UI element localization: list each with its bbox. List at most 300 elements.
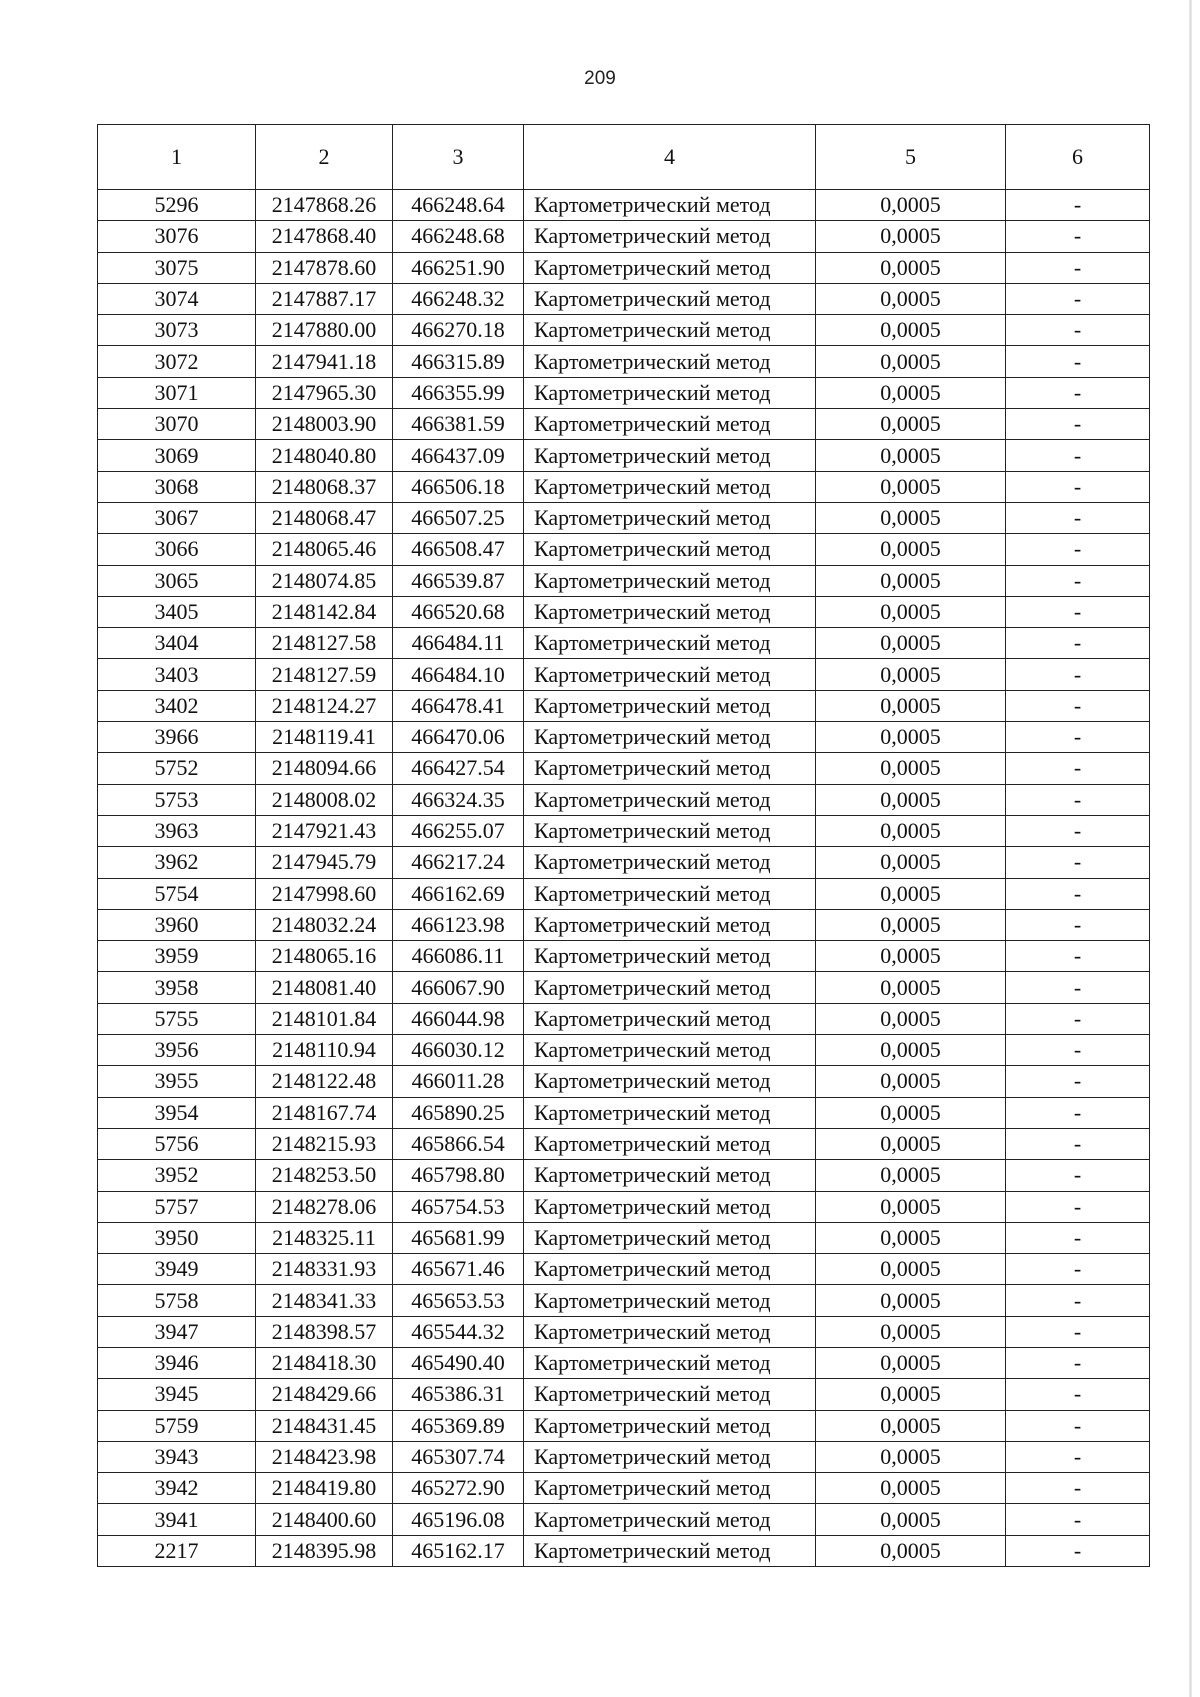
note-cell: - bbox=[1006, 1066, 1150, 1097]
y-coordinate-cell: 466011.28 bbox=[393, 1066, 524, 1097]
point-number-cell: 3405 bbox=[98, 596, 256, 627]
table-row bbox=[98, 221, 1150, 252]
note-cell: - bbox=[1006, 190, 1150, 221]
accuracy-cell: 0,0005 bbox=[816, 1504, 1006, 1535]
point-number-cell: 3402 bbox=[98, 690, 256, 721]
method-cell: Картометрический метод bbox=[524, 409, 816, 440]
point-number-cell: 3403 bbox=[98, 659, 256, 690]
accuracy-cell: 0,0005 bbox=[816, 1097, 1006, 1128]
note-cell: - bbox=[1006, 1316, 1150, 1347]
y-coordinate-cell: 466520.68 bbox=[393, 596, 524, 627]
point-number-cell: 5753 bbox=[98, 784, 256, 815]
table-row bbox=[98, 440, 1150, 471]
x-coordinate-cell: 2147868.26 bbox=[256, 190, 393, 221]
y-coordinate-cell: 466248.68 bbox=[393, 221, 524, 252]
x-coordinate-cell: 2147887.17 bbox=[256, 283, 393, 314]
table-row bbox=[98, 252, 1150, 283]
accuracy-cell: 0,0005 bbox=[816, 221, 1006, 252]
method-cell: Картометрический метод bbox=[524, 1379, 816, 1410]
method-cell: Картометрический метод bbox=[524, 753, 816, 784]
y-coordinate-cell: 466427.54 bbox=[393, 753, 524, 784]
point-number-cell: 3966 bbox=[98, 722, 256, 753]
method-cell: Картометрический метод bbox=[524, 502, 816, 533]
x-coordinate-cell: 2148068.37 bbox=[256, 471, 393, 502]
y-coordinate-cell: 466270.18 bbox=[393, 315, 524, 346]
point-number-cell: 3069 bbox=[98, 440, 256, 471]
accuracy-cell: 0,0005 bbox=[816, 1066, 1006, 1097]
y-coordinate-cell: 466030.12 bbox=[393, 1035, 524, 1066]
table-row bbox=[98, 784, 1150, 815]
y-coordinate-cell: 465307.74 bbox=[393, 1441, 524, 1472]
x-coordinate-cell: 2148003.90 bbox=[256, 409, 393, 440]
point-number-cell: 3076 bbox=[98, 221, 256, 252]
table-row bbox=[98, 409, 1150, 440]
note-cell: - bbox=[1006, 1285, 1150, 1316]
method-cell: Картометрический метод bbox=[524, 1222, 816, 1253]
y-coordinate-cell: 466123.98 bbox=[393, 909, 524, 940]
point-number-cell: 3947 bbox=[98, 1316, 256, 1347]
table-row bbox=[98, 1441, 1150, 1472]
note-cell: - bbox=[1006, 1347, 1150, 1378]
table-row bbox=[98, 690, 1150, 721]
y-coordinate-cell: 466470.06 bbox=[393, 722, 524, 753]
point-number-cell: 3942 bbox=[98, 1473, 256, 1504]
point-number-cell: 5756 bbox=[98, 1128, 256, 1159]
note-cell: - bbox=[1006, 471, 1150, 502]
method-cell: Картометрический метод bbox=[524, 565, 816, 596]
table-row bbox=[98, 1254, 1150, 1285]
y-coordinate-cell: 465544.32 bbox=[393, 1316, 524, 1347]
x-coordinate-cell: 2148278.06 bbox=[256, 1191, 393, 1222]
table-row bbox=[98, 753, 1150, 784]
method-cell: Картометрический метод bbox=[524, 1097, 816, 1128]
note-cell: - bbox=[1006, 596, 1150, 627]
table-row bbox=[98, 1035, 1150, 1066]
accuracy-cell: 0,0005 bbox=[816, 534, 1006, 565]
accuracy-cell: 0,0005 bbox=[816, 1285, 1006, 1316]
note-cell: - bbox=[1006, 315, 1150, 346]
y-coordinate-cell: 466248.32 bbox=[393, 283, 524, 314]
method-cell: Картометрический метод bbox=[524, 690, 816, 721]
note-cell: - bbox=[1006, 440, 1150, 471]
accuracy-cell: 0,0005 bbox=[816, 1347, 1006, 1378]
y-coordinate-cell: 466437.09 bbox=[393, 440, 524, 471]
x-coordinate-cell: 2147998.60 bbox=[256, 878, 393, 909]
x-coordinate-cell: 2148032.24 bbox=[256, 909, 393, 940]
y-coordinate-cell: 466251.90 bbox=[393, 252, 524, 283]
table-row bbox=[98, 1191, 1150, 1222]
accuracy-cell: 0,0005 bbox=[816, 440, 1006, 471]
method-cell: Картометрический метод bbox=[524, 909, 816, 940]
x-coordinate-cell: 2148253.50 bbox=[256, 1160, 393, 1191]
note-cell: - bbox=[1006, 1003, 1150, 1034]
x-coordinate-cell: 2147965.30 bbox=[256, 377, 393, 408]
note-cell: - bbox=[1006, 346, 1150, 377]
point-number-cell: 3065 bbox=[98, 565, 256, 596]
table-row bbox=[98, 722, 1150, 753]
method-cell: Картометрический метод bbox=[524, 1160, 816, 1191]
page-number: 209 bbox=[584, 68, 616, 89]
note-cell: - bbox=[1006, 1410, 1150, 1441]
x-coordinate-cell: 2148094.66 bbox=[256, 753, 393, 784]
note-cell: - bbox=[1006, 722, 1150, 753]
table-row bbox=[98, 565, 1150, 596]
table-row bbox=[98, 1222, 1150, 1253]
note-cell: - bbox=[1006, 1191, 1150, 1222]
x-coordinate-cell: 2148008.02 bbox=[256, 784, 393, 815]
x-coordinate-cell: 2148419.80 bbox=[256, 1473, 393, 1504]
accuracy-cell: 0,0005 bbox=[816, 1222, 1006, 1253]
accuracy-cell: 0,0005 bbox=[816, 628, 1006, 659]
note-cell: - bbox=[1006, 659, 1150, 690]
method-cell: Картометрический метод bbox=[524, 1285, 816, 1316]
y-coordinate-cell: 466315.89 bbox=[393, 346, 524, 377]
point-number-cell: 5754 bbox=[98, 878, 256, 909]
x-coordinate-cell: 2148081.40 bbox=[256, 972, 393, 1003]
y-coordinate-cell: 466217.24 bbox=[393, 847, 524, 878]
method-cell: Картометрический метод bbox=[524, 190, 816, 221]
point-number-cell: 3073 bbox=[98, 315, 256, 346]
accuracy-cell: 0,0005 bbox=[816, 1473, 1006, 1504]
note-cell: - bbox=[1006, 221, 1150, 252]
note-cell: - bbox=[1006, 815, 1150, 846]
x-coordinate-cell: 2148331.93 bbox=[256, 1254, 393, 1285]
y-coordinate-cell: 466381.59 bbox=[393, 409, 524, 440]
method-cell: Картометрический метод bbox=[524, 1535, 816, 1566]
table-row bbox=[98, 315, 1150, 346]
note-cell: - bbox=[1006, 409, 1150, 440]
note-cell: - bbox=[1006, 1128, 1150, 1159]
accuracy-cell: 0,0005 bbox=[816, 409, 1006, 440]
x-coordinate-cell: 2148110.94 bbox=[256, 1035, 393, 1066]
y-coordinate-cell: 466162.69 bbox=[393, 878, 524, 909]
x-coordinate-cell: 2148142.84 bbox=[256, 596, 393, 627]
method-cell: Картометрический метод bbox=[524, 1504, 816, 1535]
table-row bbox=[98, 596, 1150, 627]
point-number-cell: 3075 bbox=[98, 252, 256, 283]
x-coordinate-cell: 2148101.84 bbox=[256, 1003, 393, 1034]
table-header bbox=[98, 125, 1150, 190]
method-cell: Картометрический метод bbox=[524, 471, 816, 502]
point-number-cell: 5296 bbox=[98, 190, 256, 221]
point-number-cell: 3071 bbox=[98, 377, 256, 408]
note-cell: - bbox=[1006, 972, 1150, 1003]
y-coordinate-cell: 465162.17 bbox=[393, 1535, 524, 1566]
y-coordinate-cell: 465653.53 bbox=[393, 1285, 524, 1316]
x-coordinate-cell: 2148119.41 bbox=[256, 722, 393, 753]
method-cell: Картометрический метод bbox=[524, 346, 816, 377]
y-coordinate-cell: 466539.87 bbox=[393, 565, 524, 596]
method-cell: Картометрический метод bbox=[524, 1473, 816, 1504]
y-coordinate-cell: 465671.46 bbox=[393, 1254, 524, 1285]
point-number-cell: 3962 bbox=[98, 847, 256, 878]
note-cell: - bbox=[1006, 784, 1150, 815]
x-coordinate-cell: 2148124.27 bbox=[256, 690, 393, 721]
x-coordinate-cell: 2147941.18 bbox=[256, 346, 393, 377]
note-cell: - bbox=[1006, 377, 1150, 408]
coordinates-table-wrapper bbox=[97, 124, 1149, 1567]
note-cell: - bbox=[1006, 1535, 1150, 1566]
table-row bbox=[98, 502, 1150, 533]
accuracy-cell: 0,0005 bbox=[816, 596, 1006, 627]
table-row bbox=[98, 1066, 1150, 1097]
table-row bbox=[98, 1285, 1150, 1316]
accuracy-cell: 0,0005 bbox=[816, 909, 1006, 940]
accuracy-cell: 0,0005 bbox=[816, 1035, 1006, 1066]
accuracy-cell: 0,0005 bbox=[816, 346, 1006, 377]
y-coordinate-cell: 466478.41 bbox=[393, 690, 524, 721]
y-coordinate-cell: 465272.90 bbox=[393, 1473, 524, 1504]
accuracy-cell: 0,0005 bbox=[816, 722, 1006, 753]
method-cell: Картометрический метод bbox=[524, 1066, 816, 1097]
note-cell: - bbox=[1006, 1379, 1150, 1410]
note-cell: - bbox=[1006, 252, 1150, 283]
y-coordinate-cell: 466067.90 bbox=[393, 972, 524, 1003]
table-row bbox=[98, 534, 1150, 565]
x-coordinate-cell: 2148395.98 bbox=[256, 1535, 393, 1566]
y-coordinate-cell: 465681.99 bbox=[393, 1222, 524, 1253]
method-cell: Картометрический метод bbox=[524, 847, 816, 878]
x-coordinate-cell: 2148325.11 bbox=[256, 1222, 393, 1253]
header-row bbox=[98, 125, 1150, 190]
header-col-2: 2 bbox=[256, 125, 393, 190]
point-number-cell: 3945 bbox=[98, 1379, 256, 1410]
x-coordinate-cell: 2148040.80 bbox=[256, 440, 393, 471]
method-cell: Картометрический метод bbox=[524, 1035, 816, 1066]
y-coordinate-cell: 466507.25 bbox=[393, 502, 524, 533]
method-cell: Картометрический метод bbox=[524, 1128, 816, 1159]
table-row bbox=[98, 1473, 1150, 1504]
table-row bbox=[98, 878, 1150, 909]
accuracy-cell: 0,0005 bbox=[816, 972, 1006, 1003]
point-number-cell: 3068 bbox=[98, 471, 256, 502]
note-cell: - bbox=[1006, 1160, 1150, 1191]
table-row bbox=[98, 1347, 1150, 1378]
header-col-6: 6 bbox=[1006, 125, 1150, 190]
x-coordinate-cell: 2148127.59 bbox=[256, 659, 393, 690]
accuracy-cell: 0,0005 bbox=[816, 1254, 1006, 1285]
table-row bbox=[98, 1535, 1150, 1566]
accuracy-cell: 0,0005 bbox=[816, 1535, 1006, 1566]
accuracy-cell: 0,0005 bbox=[816, 815, 1006, 846]
note-cell: - bbox=[1006, 1035, 1150, 1066]
accuracy-cell: 0,0005 bbox=[816, 659, 1006, 690]
method-cell: Картометрический метод bbox=[524, 972, 816, 1003]
y-coordinate-cell: 466044.98 bbox=[393, 1003, 524, 1034]
method-cell: Картометрический метод bbox=[524, 628, 816, 659]
point-number-cell: 2217 bbox=[98, 1535, 256, 1566]
y-coordinate-cell: 466248.64 bbox=[393, 190, 524, 221]
accuracy-cell: 0,0005 bbox=[816, 1128, 1006, 1159]
y-coordinate-cell: 466355.99 bbox=[393, 377, 524, 408]
table-row bbox=[98, 1379, 1150, 1410]
table-row bbox=[98, 909, 1150, 940]
point-number-cell: 3066 bbox=[98, 534, 256, 565]
point-number-cell: 3950 bbox=[98, 1222, 256, 1253]
x-coordinate-cell: 2148400.60 bbox=[256, 1504, 393, 1535]
method-cell: Картометрический метод bbox=[524, 221, 816, 252]
accuracy-cell: 0,0005 bbox=[816, 1191, 1006, 1222]
method-cell: Картометрический метод bbox=[524, 878, 816, 909]
point-number-cell: 3070 bbox=[98, 409, 256, 440]
x-coordinate-cell: 2148431.45 bbox=[256, 1410, 393, 1441]
table-row bbox=[98, 1316, 1150, 1347]
accuracy-cell: 0,0005 bbox=[816, 1316, 1006, 1347]
x-coordinate-cell: 2147868.40 bbox=[256, 221, 393, 252]
method-cell: Картометрический метод bbox=[524, 315, 816, 346]
table-row bbox=[98, 471, 1150, 502]
x-coordinate-cell: 2148418.30 bbox=[256, 1347, 393, 1378]
y-coordinate-cell: 465386.31 bbox=[393, 1379, 524, 1410]
note-cell: - bbox=[1006, 1504, 1150, 1535]
method-cell: Картометрический метод bbox=[524, 596, 816, 627]
table-row bbox=[98, 972, 1150, 1003]
table-body bbox=[98, 190, 1150, 1567]
accuracy-cell: 0,0005 bbox=[816, 1160, 1006, 1191]
method-cell: Картометрический метод bbox=[524, 1191, 816, 1222]
method-cell: Картометрический метод bbox=[524, 1316, 816, 1347]
point-number-cell: 3946 bbox=[98, 1347, 256, 1378]
note-cell: - bbox=[1006, 502, 1150, 533]
table-row bbox=[98, 346, 1150, 377]
note-cell: - bbox=[1006, 1254, 1150, 1285]
point-number-cell: 5758 bbox=[98, 1285, 256, 1316]
method-cell: Картометрический метод bbox=[524, 1003, 816, 1034]
point-number-cell: 3959 bbox=[98, 941, 256, 972]
table-row bbox=[98, 1003, 1150, 1034]
table-row bbox=[98, 1128, 1150, 1159]
note-cell: - bbox=[1006, 1473, 1150, 1504]
point-number-cell: 5759 bbox=[98, 1410, 256, 1441]
point-number-cell: 3958 bbox=[98, 972, 256, 1003]
x-coordinate-cell: 2147880.00 bbox=[256, 315, 393, 346]
scan-edge bbox=[1189, 0, 1192, 1697]
y-coordinate-cell: 465369.89 bbox=[393, 1410, 524, 1441]
method-cell: Картометрический метод bbox=[524, 1410, 816, 1441]
point-number-cell: 3072 bbox=[98, 346, 256, 377]
note-cell: - bbox=[1006, 847, 1150, 878]
method-cell: Картометрический метод bbox=[524, 815, 816, 846]
method-cell: Картометрический метод bbox=[524, 534, 816, 565]
accuracy-cell: 0,0005 bbox=[816, 1441, 1006, 1472]
y-coordinate-cell: 466484.11 bbox=[393, 628, 524, 659]
note-cell: - bbox=[1006, 1097, 1150, 1128]
point-number-cell: 5757 bbox=[98, 1191, 256, 1222]
method-cell: Картометрический метод bbox=[524, 659, 816, 690]
note-cell: - bbox=[1006, 690, 1150, 721]
point-number-cell: 3955 bbox=[98, 1066, 256, 1097]
note-cell: - bbox=[1006, 941, 1150, 972]
y-coordinate-cell: 465490.40 bbox=[393, 1347, 524, 1378]
x-coordinate-cell: 2147878.60 bbox=[256, 252, 393, 283]
point-number-cell: 3952 bbox=[98, 1160, 256, 1191]
x-coordinate-cell: 2148423.98 bbox=[256, 1441, 393, 1472]
method-cell: Картометрический метод bbox=[524, 440, 816, 471]
x-coordinate-cell: 2148074.85 bbox=[256, 565, 393, 596]
table-row bbox=[98, 847, 1150, 878]
accuracy-cell: 0,0005 bbox=[816, 1003, 1006, 1034]
accuracy-cell: 0,0005 bbox=[816, 753, 1006, 784]
y-coordinate-cell: 465196.08 bbox=[393, 1504, 524, 1535]
header-col-5: 5 bbox=[816, 125, 1006, 190]
note-cell: - bbox=[1006, 1441, 1150, 1472]
accuracy-cell: 0,0005 bbox=[816, 847, 1006, 878]
x-coordinate-cell: 2148215.93 bbox=[256, 1128, 393, 1159]
header-col-1: 1 bbox=[98, 125, 256, 190]
table-row bbox=[98, 283, 1150, 314]
x-coordinate-cell: 2148341.33 bbox=[256, 1285, 393, 1316]
accuracy-cell: 0,0005 bbox=[816, 1410, 1006, 1441]
accuracy-cell: 0,0005 bbox=[816, 190, 1006, 221]
point-number-cell: 3954 bbox=[98, 1097, 256, 1128]
table-row bbox=[98, 1410, 1150, 1441]
accuracy-cell: 0,0005 bbox=[816, 1379, 1006, 1410]
x-coordinate-cell: 2148167.74 bbox=[256, 1097, 393, 1128]
table-row bbox=[98, 1504, 1150, 1535]
table-row bbox=[98, 1097, 1150, 1128]
note-cell: - bbox=[1006, 565, 1150, 596]
point-number-cell: 3941 bbox=[98, 1504, 256, 1535]
accuracy-cell: 0,0005 bbox=[816, 784, 1006, 815]
table-row bbox=[98, 190, 1150, 221]
y-coordinate-cell: 466506.18 bbox=[393, 471, 524, 502]
x-coordinate-cell: 2148065.46 bbox=[256, 534, 393, 565]
accuracy-cell: 0,0005 bbox=[816, 565, 1006, 596]
note-cell: - bbox=[1006, 534, 1150, 565]
method-cell: Картометрический метод bbox=[524, 377, 816, 408]
accuracy-cell: 0,0005 bbox=[816, 283, 1006, 314]
table-row bbox=[98, 628, 1150, 659]
note-cell: - bbox=[1006, 753, 1150, 784]
point-number-cell: 3404 bbox=[98, 628, 256, 659]
header-col-3: 3 bbox=[393, 125, 524, 190]
note-cell: - bbox=[1006, 909, 1150, 940]
method-cell: Картометрический метод bbox=[524, 252, 816, 283]
y-coordinate-cell: 466324.35 bbox=[393, 784, 524, 815]
x-coordinate-cell: 2148127.58 bbox=[256, 628, 393, 659]
header-col-4: 4 bbox=[524, 125, 816, 190]
x-coordinate-cell: 2148429.66 bbox=[256, 1379, 393, 1410]
accuracy-cell: 0,0005 bbox=[816, 502, 1006, 533]
y-coordinate-cell: 466484.10 bbox=[393, 659, 524, 690]
y-coordinate-cell: 466508.47 bbox=[393, 534, 524, 565]
note-cell: - bbox=[1006, 283, 1150, 314]
table-row bbox=[98, 941, 1150, 972]
accuracy-cell: 0,0005 bbox=[816, 377, 1006, 408]
x-coordinate-cell: 2148398.57 bbox=[256, 1316, 393, 1347]
method-cell: Картометрический метод bbox=[524, 1347, 816, 1378]
method-cell: Картометрический метод bbox=[524, 283, 816, 314]
method-cell: Картометрический метод bbox=[524, 1254, 816, 1285]
point-number-cell: 3949 bbox=[98, 1254, 256, 1285]
note-cell: - bbox=[1006, 1222, 1150, 1253]
coordinates-table bbox=[97, 124, 1150, 1567]
point-number-cell: 5755 bbox=[98, 1003, 256, 1034]
method-cell: Картометрический метод bbox=[524, 941, 816, 972]
accuracy-cell: 0,0005 bbox=[816, 878, 1006, 909]
point-number-cell: 3067 bbox=[98, 502, 256, 533]
y-coordinate-cell: 466255.07 bbox=[393, 815, 524, 846]
point-number-cell: 3956 bbox=[98, 1035, 256, 1066]
accuracy-cell: 0,0005 bbox=[816, 941, 1006, 972]
y-coordinate-cell: 466086.11 bbox=[393, 941, 524, 972]
note-cell: - bbox=[1006, 628, 1150, 659]
x-coordinate-cell: 2148068.47 bbox=[256, 502, 393, 533]
method-cell: Картометрический метод bbox=[524, 722, 816, 753]
x-coordinate-cell: 2148065.16 bbox=[256, 941, 393, 972]
point-number-cell: 5752 bbox=[98, 753, 256, 784]
y-coordinate-cell: 465798.80 bbox=[393, 1160, 524, 1191]
